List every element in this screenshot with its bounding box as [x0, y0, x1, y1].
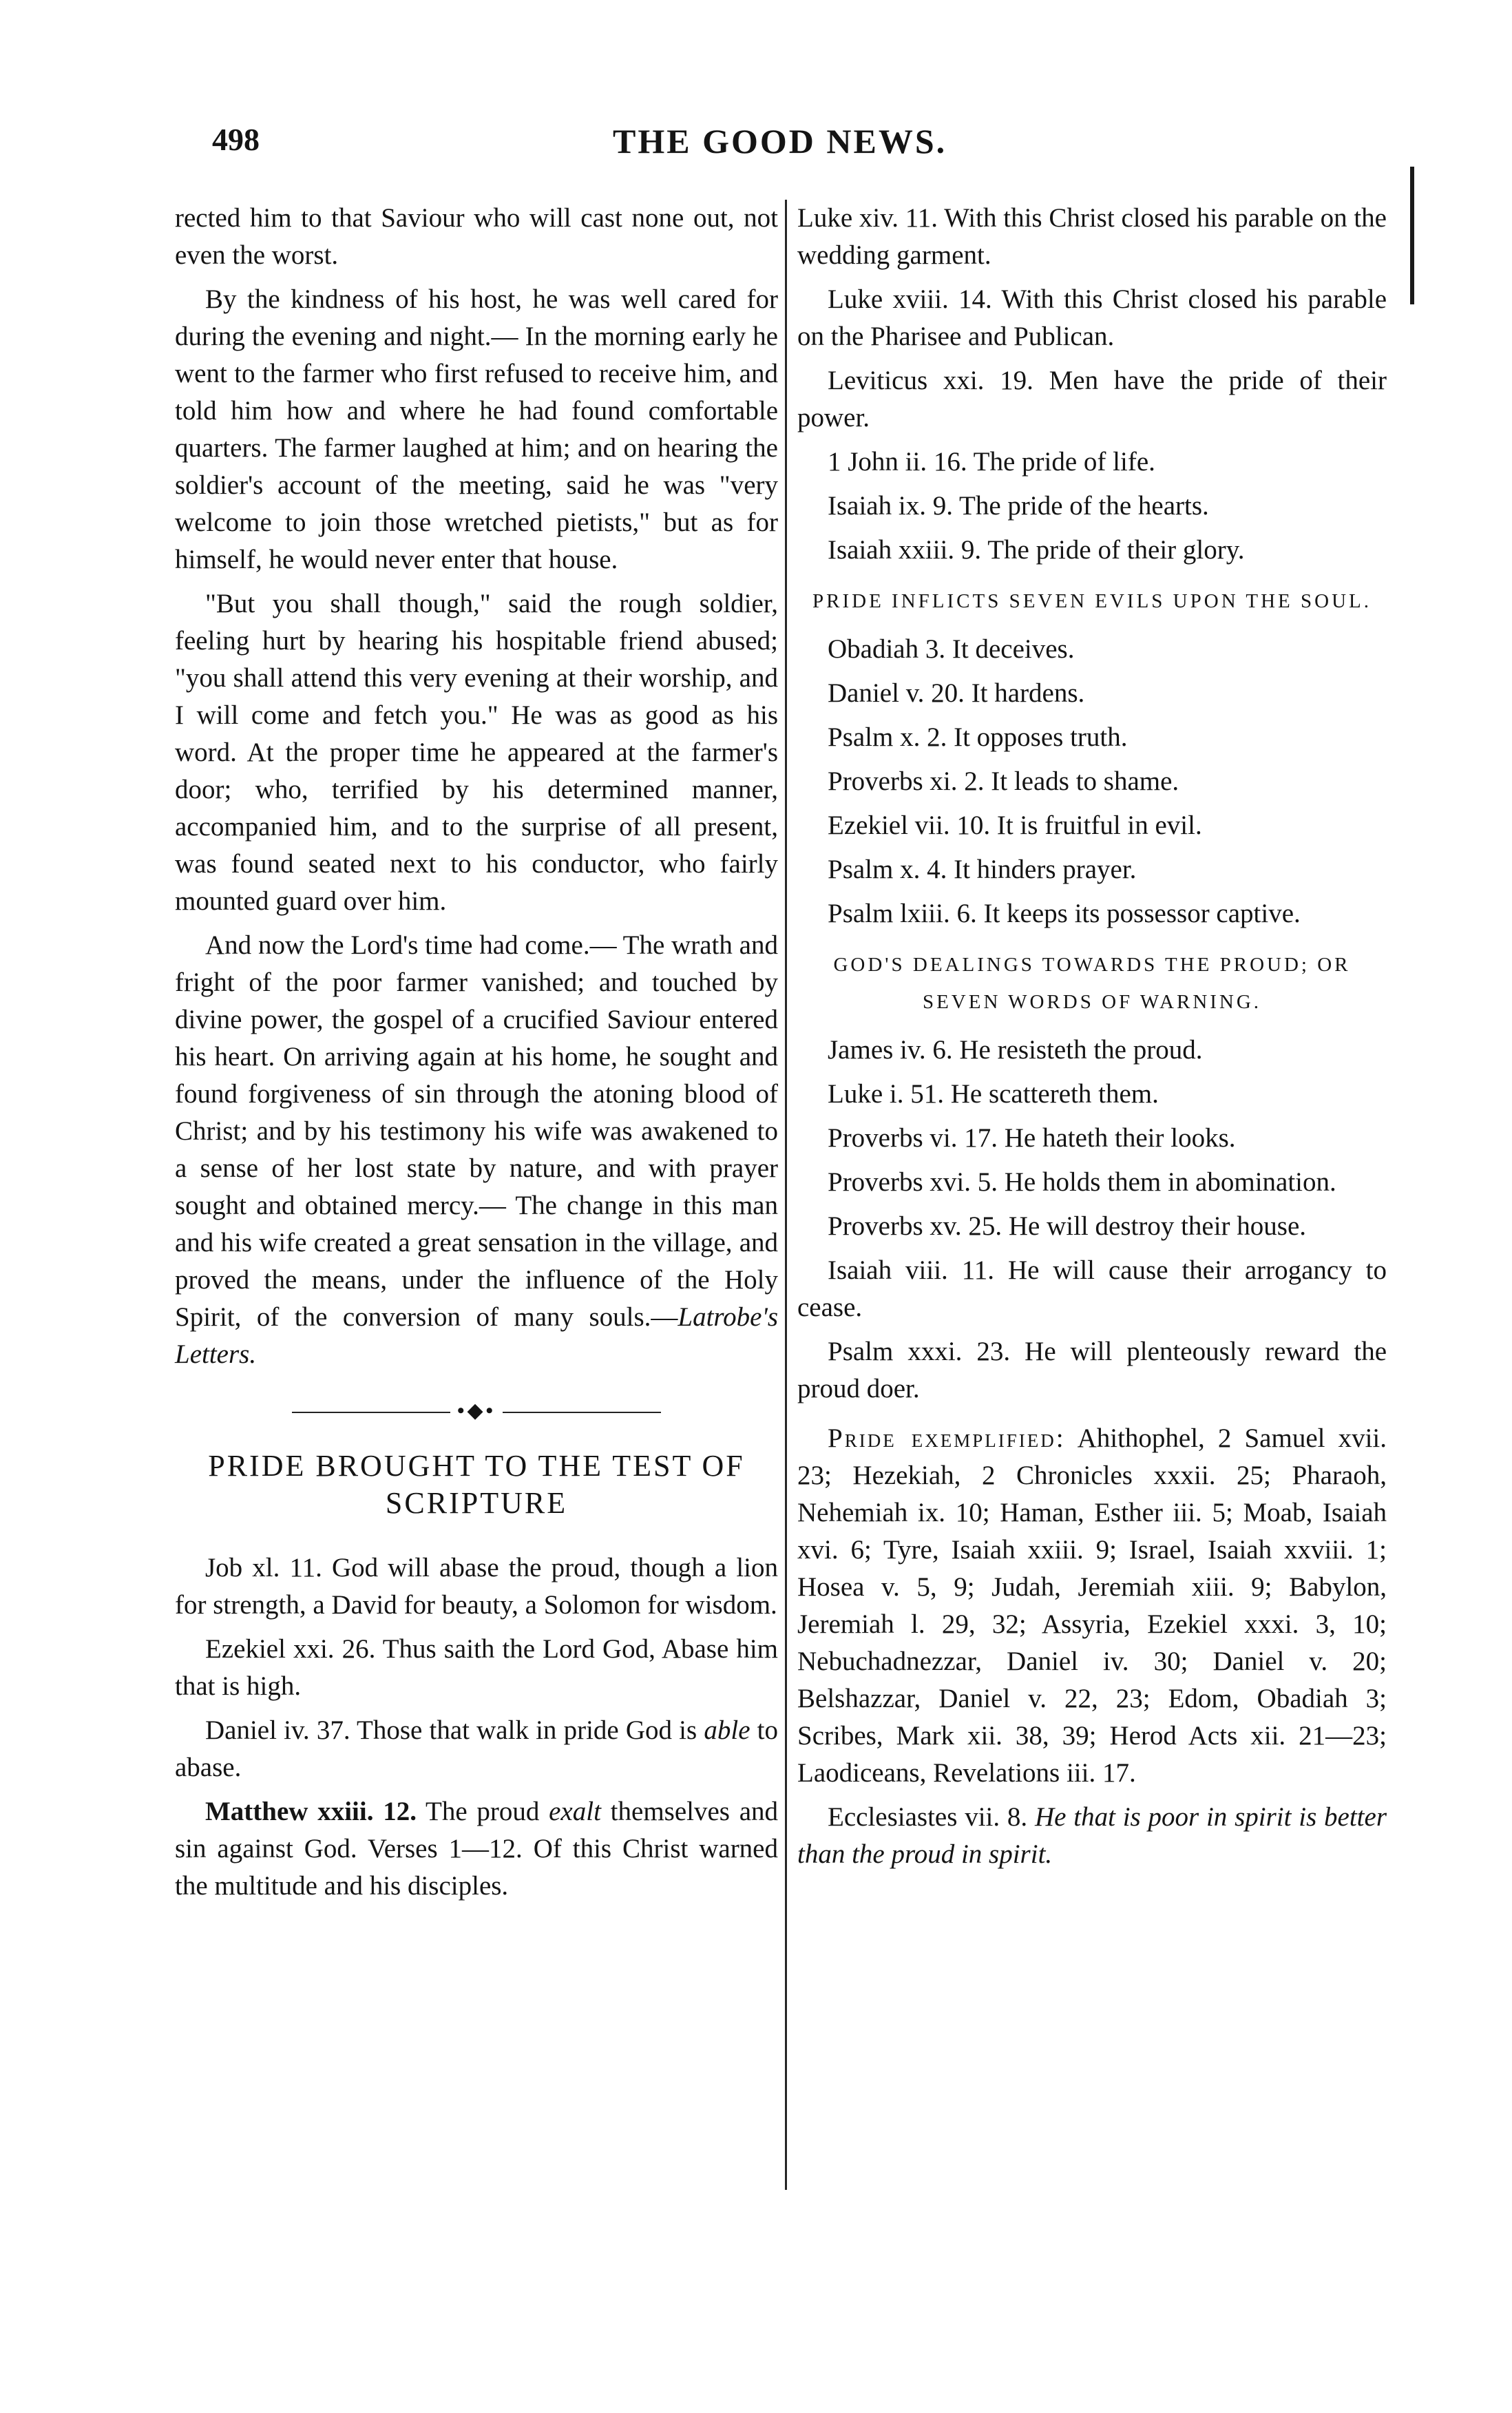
story-paragraph: rected him to that Saviour who will cast none out, not even the worst. — [175, 203, 778, 270]
left-column — [175, 200, 778, 1912]
story-paragraph-last — [175, 927, 778, 1373]
scripture-ref: Psalm lxiii. 6. — [828, 899, 977, 928]
exemplified-text: Ahithophel, 2 Samuel xvii. 23; Hezekiah, 2 Chronicles xxxii. 25; Pharaoh, Nehemiah ix. 10; Haman, Esther iii. 5; Moab, Isaiah xvi. 6; Tyre, Isaiah xxiii. 9; Israel, Isaiah xxviii. 1; Hosea v. 5, 9; Judah, Jeremiah xiii. 9; Babylon, Jeremiah l. 29, 32; Assyria, Ezekiel xxxi. 3, 10; Nebuchadnezzar, Daniel iv. 30; Daniel v. 20; Belshazzar, Daniel v. 22, 23; Edom, Obadiah 3; Scribes, Mark xii. 38, 39; Herod Acts xii. 21—23; Laodiceans, Revelations iii. 17. — [797, 1423, 1387, 1788]
scripture-ref: Ezekiel xxi. 26. — [205, 1634, 376, 1664]
dealing-entry — [797, 1076, 1387, 1113]
scripture-entry — [797, 443, 1387, 481]
scripture-entry — [175, 1712, 778, 1786]
scripture-ref: Daniel v. 20. — [828, 678, 965, 708]
scripture-entry — [175, 1549, 778, 1624]
section-separator — [175, 1392, 778, 1430]
scripture-text: The pride of their glory. — [987, 535, 1245, 565]
scripture-text: With this Christ closed his parable on the Pharisee and Publican. — [797, 284, 1387, 351]
scripture-text: The proud — [426, 1797, 540, 1826]
scripture-text: He will cause their arrogancy to cease. — [797, 1255, 1387, 1322]
scripture-entry — [797, 281, 1387, 355]
scripture-ref: Isaiah viii. 11. — [828, 1255, 995, 1285]
scripture-text: Those that walk in pride God is — [357, 1715, 697, 1745]
scripture-text: He holds them in abomination. — [1004, 1167, 1336, 1197]
story-paragraph-text: And now the Lord's time had come.— The wrath and fright of the poor farmer vanished; and touched by divine power, the gospel of a crucified Saviour entered his heart. On arriving again at his home, he sought and found forgiveness of sin through the atoning blood of Christ; and by his testimony his wife was awakened to a sense of her lost state by nature, and with prayer sought and obtained mercy.— The change in this man and his wife created a great sensation in the village, and proved the means, under the influence of the Holy Spirit, of the conversion of many souls.— — [175, 930, 778, 1332]
scripture-emphasis: able — [704, 1715, 750, 1745]
scripture-ref: Leviticus xxi. 19. — [828, 366, 1033, 395]
evil-entry — [797, 851, 1387, 888]
scripture-ref: Proverbs xv. 25. — [828, 1211, 1002, 1241]
scripture-ref: Luke xviii. 14. — [828, 284, 992, 314]
scripture-ref: Psalm xxxi. 23. — [828, 1337, 1011, 1366]
scripture-text: God will abase the proud, though a lion for strength, a David for beauty, a Solomon for wisdom. — [175, 1553, 778, 1620]
story-paragraph: By the kindness of his host, he was well cared for during the evening and night.— In the morning early he went to the farmer who first refused to receive him, and told him how and where he had found comfortable quarters. The farmer laughed at him; and on hearing the soldier's account of the meeting, said he was "very welcome to join those wretched pietists," but as for himself, he would never enter that house. — [175, 284, 778, 574]
scripture-text: Men have the pride of their power. — [797, 366, 1387, 432]
column-rule — [785, 200, 787, 2190]
scripture-ref: Ecclesiastes vii. 8. — [828, 1802, 1028, 1832]
evil-entry — [797, 895, 1387, 932]
separator-mark: •◆• — [456, 1399, 496, 1422]
scripture-ref: Psalm x. 2. — [828, 722, 947, 752]
evils-heading: PRIDE INFLICTS SEVEN EVILS UPON THE SOUL. — [812, 590, 1372, 612]
scripture-text: It hinders prayer. — [954, 855, 1137, 884]
scripture-text: He will destroy their house. — [1008, 1211, 1307, 1241]
scripture-text: It deceives. — [952, 634, 1075, 664]
closing-entry — [797, 1799, 1387, 1873]
scripture-ref: Daniel iv. 37. — [205, 1715, 350, 1745]
evil-entry — [797, 631, 1387, 668]
evil-entry — [797, 807, 1387, 844]
scripture-text: to abase. — [175, 1715, 779, 1782]
scripture-text: Thus saith the Lord God, Abase him that is high. — [175, 1634, 778, 1701]
scripture-entry — [797, 532, 1387, 569]
scripture-entry — [797, 200, 1387, 274]
story-paragraph: "But you shall though," said the rough soldier, feeling hurt by hearing his hospitable friend abused; "you shall attend this very evening at their worship, and I will come and fetch you." He was as good as his word. At the proper time he appeared at the farmer's door; who, terrified by his determined manner, accompanied him, and to the surprise of all present, was found seated next to his conductor, who fairly mounted guard over him. — [175, 589, 778, 916]
scripture-ref: Isaiah ix. 9. — [828, 491, 953, 521]
dealing-entry — [797, 1333, 1387, 1408]
scripture-text: It leads to shame. — [991, 766, 1179, 796]
scripture-text: He resisteth the proud. — [959, 1035, 1203, 1065]
scripture-ref: Job xl. 11. — [205, 1553, 322, 1582]
edge-rule — [1410, 167, 1414, 304]
exemplified-paragraph — [797, 1420, 1387, 1792]
dealing-entry — [797, 1208, 1387, 1245]
scripture-ref: Luke i. 51. — [828, 1079, 944, 1109]
scripture-ref: Proverbs vi. 17. — [828, 1123, 998, 1153]
scripture-entry — [797, 488, 1387, 525]
scripture-ref: Luke xiv. 11. — [797, 203, 938, 233]
page-number: 498 — [212, 122, 260, 157]
exemplified-heading: Pride exemplified: — [828, 1423, 1066, 1453]
evil-entry — [797, 719, 1387, 756]
running-title: THE GOOD NEWS. — [613, 122, 947, 160]
section-title: PRIDE BROUGHT TO THE TEST OF SCRIPTURE — [208, 1449, 745, 1520]
scripture-text: He scattereth them. — [950, 1079, 1159, 1109]
dealing-entry — [797, 1032, 1387, 1069]
scripture-text: With this Christ closed his parable on the wedding garment. — [797, 203, 1387, 270]
page-header — [0, 121, 1512, 169]
scripture-ref: Isaiah xxiii. 9. — [828, 535, 982, 565]
scripture-text: The pride of life. — [973, 447, 1155, 477]
scripture-text: It is fruitful in evil. — [996, 811, 1202, 840]
scripture-ref: Obadiah 3. — [828, 634, 946, 664]
right-column — [797, 200, 1387, 1880]
scripture-ref: Matthew xxiii. 12. — [205, 1797, 417, 1826]
scripture-text: It keeps its possessor captive. — [983, 899, 1301, 928]
scripture-text: It opposes truth. — [954, 722, 1128, 752]
scripture-ref: 1 John ii. 16. — [828, 447, 967, 477]
dealings-heading: GOD'S DEALINGS TOWARDS THE PROUD; OR SEVEN WORDS OF WARNING. — [833, 954, 1351, 1013]
scripture-emphasis: exalt — [549, 1797, 601, 1826]
scripture-entry — [175, 1631, 778, 1705]
closing-text: He that is poor in spirit is better than the proud in spirit. — [797, 1802, 1387, 1869]
scripture-ref: Ezekiel vii. 10. — [828, 811, 991, 840]
scripture-ref: Proverbs xvi. 5. — [828, 1167, 998, 1197]
scripture-text: themselves and sin against God. Verses 1—12. Of this Christ warned the multitude and his disciples. — [175, 1797, 779, 1901]
scripture-text: The pride of the hearts. — [959, 491, 1209, 521]
dealing-entry — [797, 1164, 1387, 1201]
scripture-ref: James iv. 6. — [828, 1035, 953, 1065]
scripture-text: He hateth their looks. — [1004, 1123, 1236, 1153]
dealing-entry — [797, 1120, 1387, 1157]
story-source: Latrobe's Letters. — [175, 1302, 778, 1369]
scripture-text: He will plenteously reward the proud doer. — [797, 1337, 1387, 1403]
evil-entry — [797, 763, 1387, 800]
scripture-ref: Psalm x. 4. — [828, 855, 947, 884]
scripture-entry — [175, 1793, 778, 1905]
scripture-entry — [797, 362, 1387, 437]
evil-entry — [797, 675, 1387, 712]
scripture-ref: Proverbs xi. 2. — [828, 766, 985, 796]
scripture-text: It hardens. — [971, 678, 1085, 708]
dealing-entry — [797, 1252, 1387, 1326]
